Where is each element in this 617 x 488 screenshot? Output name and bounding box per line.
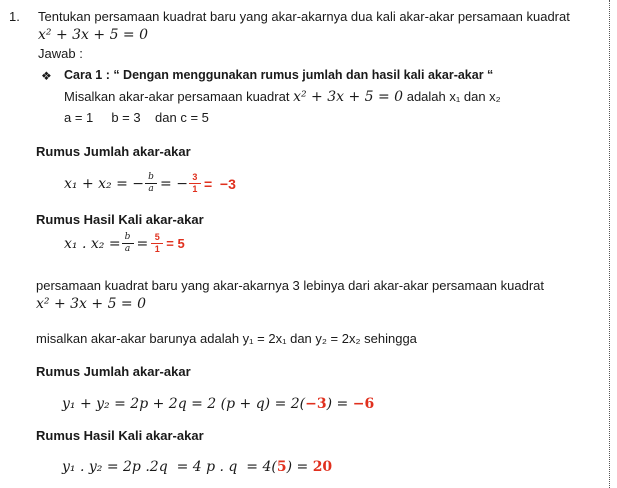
paragraph2-equation: x² + 3x + 5 = 0 bbox=[36, 296, 147, 312]
method-title bbox=[64, 68, 493, 82]
question-equation: x² + 3x + 5 = 0 bbox=[38, 27, 149, 43]
question-number: 1. bbox=[9, 9, 20, 24]
new-sum-expr: y₁ + y₂ = 2p + 2q = 2 (p + q) = 2( bbox=[62, 396, 306, 412]
question-text: Tentukan persamaan kuadrat baru yang akar-akarnya dua kali akar-akar persamaan kuadrat bbox=[38, 9, 570, 24]
product-heading: Rumus Hasil Kali akar-akar bbox=[36, 212, 204, 227]
sum-eq-minus: = − bbox=[160, 175, 188, 192]
frac-num: 5 bbox=[154, 232, 160, 242]
sum-result: = −3 bbox=[203, 175, 236, 192]
coefficients: a = 1 b = 3 dan c = 5 bbox=[64, 110, 209, 125]
sum-formula bbox=[64, 173, 236, 194]
product-frac-5-1 bbox=[152, 233, 162, 254]
frac-num: b bbox=[148, 172, 154, 182]
product-lhs: x₁ . x₂ = bbox=[64, 235, 121, 252]
frac-num: b bbox=[124, 232, 131, 242]
bullet-icon: ❖ bbox=[41, 69, 52, 83]
new-product-result: 20 bbox=[312, 459, 333, 475]
product-eq: = bbox=[136, 235, 149, 252]
intro-text-b: adalah x₁ dan x₂ bbox=[406, 89, 501, 104]
new-product-heading: Rumus Hasil Kali akar-akar bbox=[36, 428, 204, 443]
new-product-inner: 5 bbox=[276, 459, 287, 475]
product-frac-b-a bbox=[123, 233, 133, 254]
sum-heading: Rumus Jumlah akar-akar bbox=[36, 144, 191, 159]
new-sum-heading: Rumus Jumlah akar-akar bbox=[36, 364, 191, 379]
frac-den: 1 bbox=[154, 244, 160, 254]
new-product-close: ) = bbox=[286, 459, 309, 475]
frac-den: a bbox=[148, 184, 154, 194]
sum-lhs: x₁ + x₂ = − bbox=[64, 175, 145, 192]
substitution-text: misalkan akar-akar barunya adalah y₁ = 2x₁ dan y₂ = 2x₂ sehingga bbox=[36, 331, 417, 346]
frac-num: 3 bbox=[192, 172, 198, 182]
new-sum-result: −6 bbox=[352, 396, 375, 412]
answer-label: Jawab : bbox=[38, 46, 83, 61]
method-title-text: Cara 1 : “ Dengan menggunakan rumus jumlah dan hasil kali akar-akar “ bbox=[64, 68, 494, 82]
page-margin-line bbox=[609, 0, 610, 488]
product-formula bbox=[64, 233, 185, 254]
new-sum-close: ) = bbox=[326, 396, 349, 412]
frac-den: 1 bbox=[192, 184, 198, 194]
new-sum-inner: −3 bbox=[305, 396, 327, 412]
intro-equation: x² + 3x + 5 = 0 bbox=[293, 89, 404, 105]
new-sum-formula bbox=[62, 396, 374, 412]
sum-frac-b-a bbox=[146, 173, 156, 194]
method-intro bbox=[64, 89, 501, 105]
intro-text-a: Misalkan akar-akar persamaan kuadrat bbox=[64, 89, 290, 104]
frac-den: a bbox=[124, 244, 131, 254]
sum-frac-3-1 bbox=[190, 173, 200, 194]
new-product-expr: y₁ . y₂ = 2p .2q = 4 p . q = 4( bbox=[62, 459, 277, 475]
new-product-formula bbox=[62, 459, 332, 475]
paragraph2-text: persamaan kuadrat baru yang akar-akarnya 3 lebinya dari akar-akar persamaan kuadrat bbox=[36, 278, 545, 293]
product-result: = 5 bbox=[166, 236, 185, 251]
